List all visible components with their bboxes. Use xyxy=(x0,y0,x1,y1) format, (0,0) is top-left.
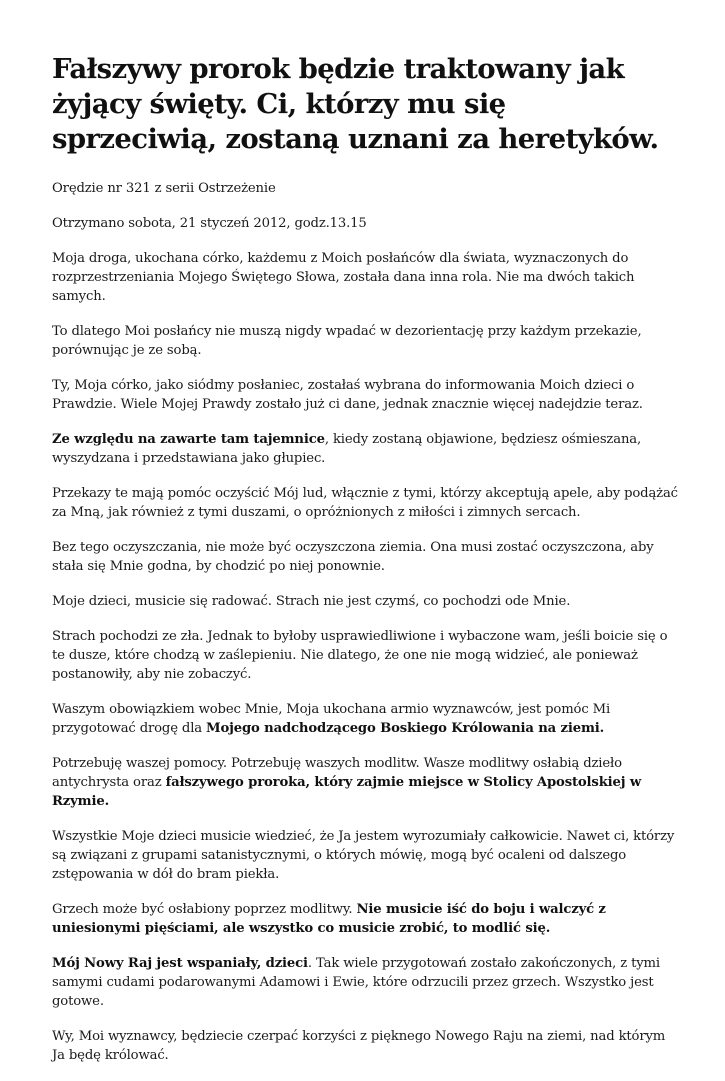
paragraph-text: Ty, Moja córko, jako siódmy posłaniec, zostałaś wybrana do informowania Moich dzieci o Prawdzie. Wiele Mojej Prawdy zostało już ci dane, jednak znacznie więcej nadejdzie teraz. xyxy=(52,378,643,412)
body-paragraph xyxy=(52,484,678,522)
body-paragraph xyxy=(52,827,678,884)
body-paragraph xyxy=(52,376,678,414)
document-title: Fałszywy prorok będzie traktowany jak żyjący święty. Ci, którzy mu się sprzeciwią, zostaną uznani za heretyków. xyxy=(52,53,659,155)
message-number: Orędzie nr 321 z serii Ostrzeżenie xyxy=(52,181,276,196)
paragraph-text: Bez tego oczyszczania, nie może być oczyszczona ziemia. Ona musi zostać oczyszczona, aby stała się Mnie godna, by chodzić po niej ponownie. xyxy=(52,540,654,574)
emphasized-text: Mój Nowy Raj jest wspaniały, dzieci xyxy=(52,956,308,971)
document-page xyxy=(52,52,678,1081)
paragraph-text: Waszym obowiązkiem wobec Mnie, Moja ukochana armio wyznawców, jest pomóc Mi przygotować drogę dla xyxy=(52,702,611,736)
paragraph-text: Potrzebuję waszej pomocy. Potrzebuję waszych modlitw. Wasze modlitwy osłabią dzieło antychrysta oraz xyxy=(52,756,622,790)
body-paragraph xyxy=(52,1027,678,1065)
message-body xyxy=(52,249,678,1065)
paragraph-text: Wszystkie Moje dzieci musicie wiedzieć, że Ja jestem wyrozumiały całkowicie. Nawet ci, którzy są związani z grupami satanistycznymi, o których mówię, mogą być ocaleni od dalszego zstępowania w dół do bram piekła. xyxy=(52,829,675,882)
paragraph-text: Wy, Moi wyznawcy, będziecie czerpać korzyści z pięknego Nowego Raju na ziemi, nad którym Ja będę królować. xyxy=(52,1029,666,1063)
paragraph-text: Moje dzieci, musicie się radować. Strach nie jest czymś, co pochodzi ode Mnie. xyxy=(52,594,571,609)
paragraph-text: Strach pochodzi ze zła. Jednak to byłoby usprawiedliwione i wybaczone wam, jeśli boicie się o te dusze, które chodzą w zaślepieniu. Nie dlatego, że one nie mogą widzieć, ale ponieważ postanowiły, aby nie zobaczyć. xyxy=(52,629,668,682)
paragraph-text: To dlatego Moi posłańcy nie muszą nigdy wpadać w dezorientację przy każdym przekazie, porównując je ze sobą. xyxy=(52,324,642,358)
body-paragraph xyxy=(52,700,678,738)
body-paragraph xyxy=(52,592,678,611)
body-paragraph xyxy=(52,322,678,360)
emphasized-text: fałszywego proroka, który zajmie miejsce w Stolicy Apostolskiej w Rzymie. xyxy=(52,775,642,809)
body-paragraph xyxy=(52,430,678,468)
body-paragraph xyxy=(52,900,678,938)
body-paragraph xyxy=(52,249,678,306)
emphasized-text: Ze względu na zawarte tam tajemnice xyxy=(52,432,325,447)
body-paragraph xyxy=(52,754,678,811)
body-paragraph xyxy=(52,627,678,684)
paragraph-text: Grzech może być osłabiony poprzez modlitwy. xyxy=(52,902,357,917)
received-date: Otrzymano sobota, 21 styczeń 2012, godz.13.15 xyxy=(52,216,367,231)
body-paragraph xyxy=(52,538,678,576)
paragraph-text: , kiedy zostaną objawione, będziesz ośmieszana, wyszydzana i przedstawiana jako głupiec. xyxy=(52,432,642,466)
body-paragraph xyxy=(52,954,678,1011)
emphasized-text: Nie musicie iść do boju i walczyć z uniesionymi pięściami, ale wszystko co musicie zrobić, to modlić się. xyxy=(52,902,606,936)
paragraph-text: Moja droga, ukochana córko, każdemu z Moich posłańców dla świata, wyznaczonych do rozprzestrzeniania Mojego Świętego Słowa, została dana inna rola. Nie ma dwóch takich samych. xyxy=(52,251,635,304)
paragraph-text: . Tak wiele przygotowań zostało zakończonych, z tymi samymi cudami podarowanymi Adamowi i Ewie, które odrzucili przez grzech. Wszystko jest gotowe. xyxy=(52,956,660,1009)
emphasized-text: Mojego nadchodzącego Boskiego Królowania na ziemi. xyxy=(206,721,605,736)
paragraph-text: Przekazy te mają pomóc oczyścić Mój lud, włącznie z tymi, którzy akceptują apele, aby podążać za Mną, jak również z tymi duszami, o opróżnionych z miłości i zimnych sercach. xyxy=(52,486,678,520)
